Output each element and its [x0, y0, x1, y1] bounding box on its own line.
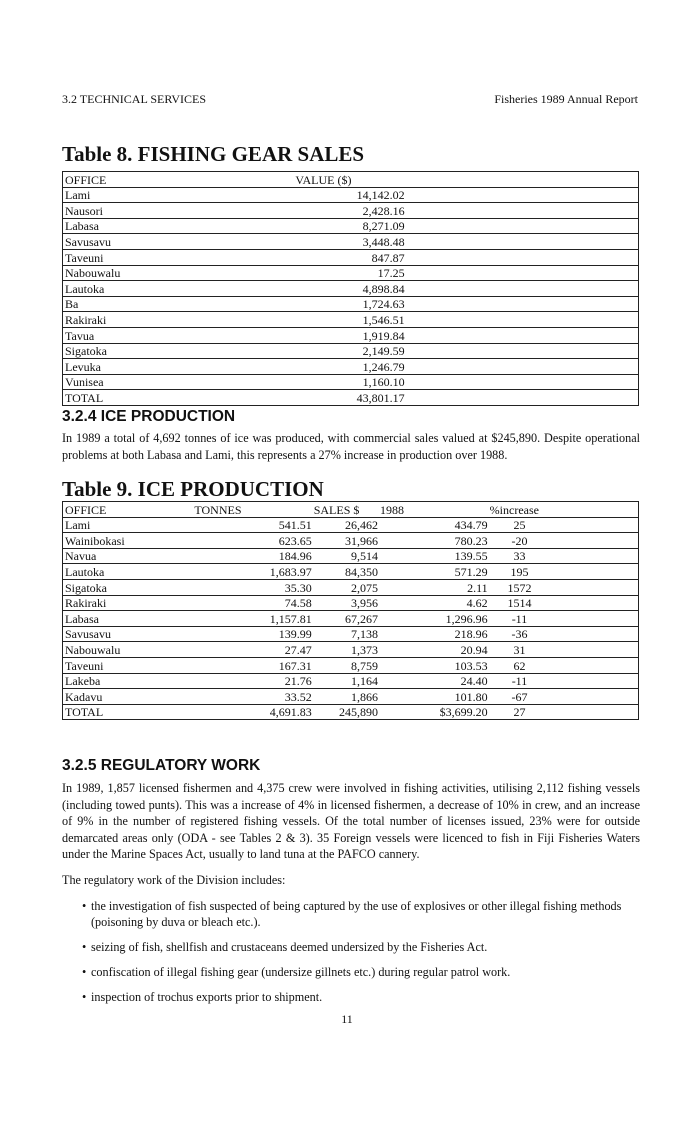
- sales-cell: 1,164: [350, 674, 378, 689]
- table-spacer: [549, 642, 638, 658]
- tonnes-cell: 623.65: [278, 533, 312, 548]
- office-cell: Taveuni: [65, 250, 104, 265]
- sales-cell: 67,267: [344, 611, 378, 626]
- table8-title: Table 8. FISHING GEAR SALES: [62, 142, 365, 166]
- tonnes-cell: 35.30: [284, 580, 312, 595]
- regulatory-work-intro: The regulatory work of the Division includes:: [62, 873, 286, 887]
- regulatory-work-paragraph: In 1989, 1,857 licensed fishermen and 4,375 crew were involved in fishing activities, utilising 2,112 fishing vessels (including towed punts). This was a increase of 4% in licensed fishermen, a decrease of 10% in crew, and an increase of 9% in the number of registered fishing vessels. Of the total number of licenses issued, 23% were for outside demarcated areas only (ODA - see Tables 2 & 3). 35 Foreign vessels were licenced to fish in Fiji Fisheries Waters under the Marine Spaces Act, usually to land tuna at the PAFCO cannery.: [62, 781, 640, 861]
- bullet-icon: •: [82, 965, 87, 979]
- sales-cell: 7,138: [350, 627, 378, 642]
- sales-cell: 2,075: [350, 580, 378, 595]
- percent-increase-cell: 27: [513, 705, 526, 720]
- office-cell: Lautoka: [65, 564, 105, 579]
- value-cell: 8,271.09: [362, 219, 405, 234]
- percent-increase-cell: 195: [510, 564, 529, 579]
- table-row: [63, 626, 639, 642]
- percent-increase-cell: 31: [513, 642, 526, 657]
- table-spacer: [405, 172, 639, 188]
- bullet-icon: •: [82, 940, 87, 954]
- office-cell: Vunisea: [65, 375, 104, 390]
- ice-production-table: [62, 501, 639, 720]
- table-spacer: [549, 673, 638, 689]
- table-row: [63, 249, 639, 265]
- value-cell: 2,428.16: [362, 203, 405, 218]
- table-spacer: [405, 265, 639, 281]
- tonnes-cell: 4,691.83: [269, 705, 312, 720]
- table-row: [63, 548, 639, 564]
- table-spacer: [405, 374, 639, 390]
- table-spacer: [549, 533, 638, 549]
- table9-title: Table 9. ICE PRODUCTION: [62, 477, 324, 501]
- office-cell: Lami: [65, 518, 91, 533]
- list-item-text: seizing of fish, shellfish and crustaceans deemed undersized by the Fisheries Act.: [91, 940, 488, 954]
- list-item-text: confiscation of illegal fishing gear (undersize gillnets etc.) during regular patrol work.: [91, 965, 511, 979]
- tonnes-cell: 1,157.81: [269, 611, 312, 626]
- value-cell: 1,724.63: [362, 297, 405, 312]
- table-spacer: [405, 249, 639, 265]
- table-spacer: [405, 234, 639, 250]
- office-cell: Lami: [65, 188, 91, 203]
- table-spacer: [405, 359, 639, 375]
- office-cell: Lakeba: [65, 674, 101, 689]
- tonnes-cell: 541.51: [278, 518, 312, 533]
- tonnes-cell: 1,683.97: [269, 564, 312, 579]
- table-row: [63, 374, 639, 390]
- percent-increase-cell: 1572: [507, 580, 532, 595]
- office-cell: Wainibokasi: [65, 533, 125, 548]
- table-spacer: [549, 517, 638, 533]
- office-cell: Nausori: [65, 203, 103, 218]
- table-spacer: [549, 611, 638, 627]
- table-row: [63, 533, 639, 549]
- office-cell: Levuka: [65, 359, 101, 374]
- year-1988-cell: 218.96: [454, 627, 488, 642]
- value-cell: 1,919.84: [362, 328, 405, 343]
- table-spacer: [549, 548, 638, 564]
- column-header-office: OFFICE: [65, 172, 107, 187]
- table-row: [63, 343, 639, 359]
- year-1988-cell: 101.80: [454, 689, 488, 704]
- list-item: [82, 989, 638, 1005]
- table-spacer: [405, 187, 639, 203]
- value-cell: 2,149.59: [362, 344, 405, 359]
- value-cell: 4,898.84: [362, 281, 405, 296]
- table-row: [63, 234, 639, 250]
- column-header-value: VALUE ($): [295, 172, 352, 187]
- year-1988-cell: 103.53: [454, 658, 488, 673]
- list-item: [82, 964, 638, 980]
- office-cell: Tavua: [65, 328, 95, 343]
- fishing-gear-sales-table: [62, 171, 639, 406]
- table-spacer: [549, 689, 638, 705]
- column-header-tonnes: TONNES: [194, 502, 242, 517]
- year-1988-cell: 1,296.96: [445, 611, 488, 626]
- table-spacer: [405, 218, 639, 234]
- table-row: [63, 611, 639, 627]
- header-section: 3.2 TECHNICAL SERVICES: [62, 92, 207, 106]
- table-spacer: [549, 564, 638, 580]
- tonnes-cell: 167.31: [278, 658, 312, 673]
- office-cell: Sigatoka: [65, 344, 107, 359]
- table-row: [63, 579, 639, 595]
- list-item: [82, 939, 638, 955]
- year-1988-cell: 571.29: [454, 564, 488, 579]
- percent-increase-cell: 33: [513, 549, 526, 564]
- value-cell: 1,546.51: [362, 312, 405, 327]
- table-row: [63, 187, 639, 203]
- table-header-row: [63, 502, 639, 518]
- value-cell: 17.25: [377, 266, 405, 281]
- sales-cell: 31,966: [344, 533, 378, 548]
- list-item-text: the investigation of fish suspected of being captured by the use of explosives or other illegal fishing methods (poisoning by duva or bleach etc.).: [91, 899, 622, 929]
- year-1988-cell: 434.79: [454, 518, 488, 533]
- sales-cell: 1,373: [350, 642, 378, 657]
- percent-increase-cell: -36: [511, 627, 528, 642]
- table-row: [63, 265, 639, 281]
- value-cell: 847.87: [371, 250, 405, 265]
- table-row: [63, 673, 639, 689]
- office-cell: Nabouwalu: [65, 266, 121, 281]
- office-cell: TOTAL: [65, 705, 104, 720]
- sales-cell: 9,514: [350, 549, 378, 564]
- office-cell: Labasa: [65, 219, 99, 234]
- year-1988-cell: 20.94: [460, 642, 488, 657]
- table-row: [63, 517, 639, 533]
- column-header-percent-increase: %increase: [489, 502, 539, 517]
- list-item: [82, 898, 638, 930]
- table-row: [63, 327, 639, 343]
- sales-cell: 3,956: [350, 596, 378, 611]
- page-header: [62, 92, 638, 107]
- page-number: 11: [341, 1012, 353, 1026]
- column-header-sales: SALES $: [313, 502, 360, 517]
- percent-increase-cell: -20: [511, 533, 528, 548]
- sales-cell: 1,866: [350, 689, 378, 704]
- table-spacer: [549, 704, 638, 720]
- table-row: [63, 657, 639, 673]
- ice-production-paragraph: In 1989 a total of 4,692 tonnes of ice was produced, with commercial sales valued at $245,890. Despite operational problems at both Labasa and Lami, this represents a 27% increase in production over 1988.: [62, 431, 640, 462]
- value-cell: 43,801.17: [356, 390, 405, 405]
- office-cell: Savusavu: [65, 627, 111, 642]
- table-spacer: [549, 579, 638, 595]
- table-spacer: [549, 595, 638, 611]
- office-cell: Taveuni: [65, 658, 104, 673]
- table-spacer: [549, 657, 638, 673]
- header-report-title: Fisheries 1989 Annual Report: [494, 92, 638, 106]
- year-1988-cell: $3,699.20: [439, 705, 488, 720]
- table-row: [63, 595, 639, 611]
- tonnes-cell: 184.96: [278, 549, 312, 564]
- column-header-office: OFFICE: [65, 502, 107, 517]
- value-cell: 14,142.02: [356, 188, 405, 203]
- regulatory-duties-list: [82, 898, 638, 1014]
- bullet-icon: •: [82, 899, 87, 913]
- list-item-text: inspection of trochus exports prior to shipment.: [91, 990, 323, 1004]
- value-cell: 3,448.48: [362, 234, 405, 249]
- value-cell: 1,160.10: [362, 375, 405, 390]
- table-row: [63, 564, 639, 580]
- table-row: [63, 218, 639, 234]
- office-cell: TOTAL: [65, 390, 104, 405]
- office-cell: Savusavu: [65, 234, 111, 249]
- year-1988-cell: 139.55: [454, 549, 488, 564]
- office-cell: Lautoka: [65, 281, 105, 296]
- bullet-icon: •: [82, 990, 87, 1004]
- office-cell: Rakiraki: [65, 312, 107, 327]
- table-row: [63, 203, 639, 219]
- office-cell: Kadavu: [65, 689, 103, 704]
- table-spacer: [549, 626, 638, 642]
- year-1988-cell: 2.11: [467, 580, 488, 595]
- table-row: [63, 359, 639, 375]
- percent-increase-cell: 62: [513, 658, 526, 673]
- table-spacer: [405, 343, 639, 359]
- table-spacer: [405, 312, 639, 328]
- sales-cell: 84,350: [344, 564, 378, 579]
- tonnes-cell: 21.76: [284, 674, 312, 689]
- office-cell: Navua: [65, 549, 97, 564]
- office-cell: Rakiraki: [65, 596, 107, 611]
- office-cell: Nabouwalu: [65, 642, 121, 657]
- tonnes-cell: 27.47: [284, 642, 312, 657]
- percent-increase-cell: 25: [513, 518, 526, 533]
- tonnes-cell: 139.99: [278, 627, 312, 642]
- percent-increase-cell: -11: [511, 674, 528, 689]
- table-row: [63, 642, 639, 658]
- regulatory-work-heading: 3.2.5 REGULATORY WORK: [62, 757, 261, 774]
- ice-production-heading: 3.2.4 ICE PRODUCTION: [62, 408, 236, 425]
- value-cell: 1,246.79: [362, 359, 405, 374]
- table-row: [63, 704, 639, 720]
- table-row: [63, 281, 639, 297]
- office-cell: Ba: [65, 297, 79, 312]
- sales-cell: 245,890: [338, 705, 378, 720]
- percent-increase-cell: -67: [511, 689, 528, 704]
- year-1988-cell: 24.40: [460, 674, 488, 689]
- table-spacer: [405, 281, 639, 297]
- table-row: [63, 312, 639, 328]
- percent-increase-cell: -11: [511, 611, 528, 626]
- sales-cell: 26,462: [344, 518, 378, 533]
- table-spacer: [405, 203, 639, 219]
- table-row: [63, 296, 639, 312]
- year-1988-cell: 4.62: [466, 596, 488, 611]
- table-spacer: [549, 502, 638, 518]
- table-header-row: [63, 172, 639, 188]
- table-row: [63, 390, 639, 406]
- office-cell: Sigatoka: [65, 580, 107, 595]
- year-1988-cell: 780.23: [454, 533, 488, 548]
- percent-increase-cell: 1514: [507, 596, 532, 611]
- sales-cell: 8,759: [350, 658, 378, 673]
- office-cell: Labasa: [65, 611, 99, 626]
- tonnes-cell: 33.52: [284, 689, 312, 704]
- column-header-year-1988: 1988: [379, 502, 404, 517]
- tonnes-cell: 74.58: [284, 596, 312, 611]
- table-spacer: [405, 327, 639, 343]
- table-spacer: [405, 296, 639, 312]
- table-spacer: [405, 390, 639, 406]
- table-row: [63, 689, 639, 705]
